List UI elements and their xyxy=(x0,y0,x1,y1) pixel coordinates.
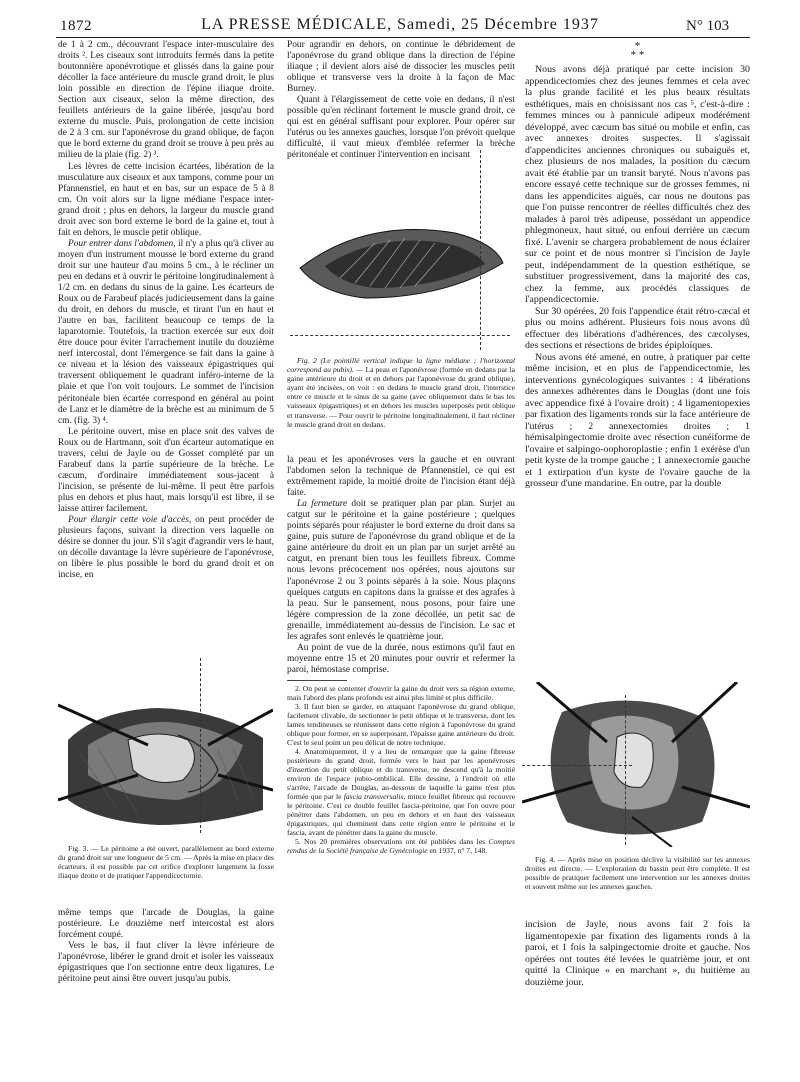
paragraph: incision de Jayle, nous avons fait 2 fois la ligamentopexie par fixation des ligaments ronds à la paroi, et 1 fois la salpingectomie droite et gauche. Nos opérées ont toutes été levées le quatrième jour, et ont quitté la Clinique « en marchant », du huitième au douzième jour. xyxy=(525,919,750,988)
paragraph xyxy=(287,499,515,643)
paragraph xyxy=(58,515,274,581)
paragraph: Nous avons été amené, en outre, à pratiquer par cette même incision, et en plus de l'appendicectomie, les interventions gynécologiques suivantes : 4 libérations des annexes adhérentes dans le Douglas (dont une fois avec appendice fixé à l'ovaire droit) ; 4 ligamentopexies par fixation des ligaments ronds sur la face antérieure de l'utérus ; 2 annexectomies droites ; 1 hémisalpingectomie droite avec résection cunéiforme de l'ovaire et salpingo-oophoroplastie ; enfin 1 exérèse d'un petit kyste de la trompe gauche ; 1 annexectomie gauche et 1 extirpation d'un kyste de l'ovaire gauche de la grosseur d'une mandarine. En outre, par la double xyxy=(525,351,750,489)
paragraph: Vers le bas, il faut cliver la lèvre inférieure de l'aponévrose, libérer le grand droit et isoler les vaisseaux épigastriques que l'on sectionne entre deux ligatures. Le péritoine peut ainsi être ouvert jusqu'au pubis. xyxy=(58,941,274,985)
median-dotted-line xyxy=(200,658,201,833)
figure-4-caption xyxy=(525,855,750,891)
paragraph: même temps que l'arcade de Douglas, la gaine postérieure. Le douzième nerf intercostal est alors forcément coupé. xyxy=(58,908,274,941)
journal-title: LA PRESSE MÉDICALE, Samedi, 25 Décembre 1937 xyxy=(201,16,599,33)
column-1-continued xyxy=(58,908,274,985)
footnote: 3. Il faut bien se garder, en attaquant l'aponévrose du grand oblique, facilement clivable, de sectionner le petit oblique et le transverse, dont les lames tendineuses se réunissent dans cette région à l'aponévrose du grand oblique pour former, en se superposant, l'épaisse gaine antérieure du droit. C'est le seul point un peu délicat de notre technique. xyxy=(287,701,515,747)
footnote xyxy=(287,747,515,837)
paragraph-text: doit se pratiquer plan par plan. Surjet au catgut sur le péritoine et la gaine postérieure ; quelques points séparés pour réajuster le bord externe du droit dans sa gaine, puis suture de l'aponévrose du grand oblique et de la gaine antérieure du droit en un plan par un surjet arrêté au catgut, en prenant bien tous les feuillets fibreux. Comme nous levons précocement nos opérées, nous ajoutons sur l'aponévrose 2 ou 3 points séparés à la soie. Nous plaçons quelques catguts en capitons dans la graisse et des agrafes à la peau. Sur le pansement, nous posons, pour faire une légère compression de la zone décollée, un petit sac de grenaille, immédiatement au-dessus de l'incision. Le sac et les agrafes sont enlevés le quatrième jour. xyxy=(287,499,515,642)
column-2-continued xyxy=(287,455,515,855)
emphasis: Pour élargir cette voie d'accès, xyxy=(68,515,192,526)
figure-3-illustration xyxy=(58,650,273,835)
paragraph-text: on peut procéder de plusieurs façons, suivant la direction vers laquelle on désire se donner du jour. S'il s'agit d'agrandir vers le haut, on décolle davantage la lèvre supérieure de l'aponévrose, on libère le plus possible le bord du grand droit et on incise, en xyxy=(58,515,275,581)
footnote xyxy=(287,837,515,855)
section-stars xyxy=(525,42,750,60)
pubis-dotted-line xyxy=(290,335,510,336)
page-year: 1872 xyxy=(60,18,92,34)
paragraph: la peau et les aponévroses vers la gauche et en ouvrant l'abdomen selon la technique de Pfannenstiel, ce qui est extrêmement rapide, la moitié droite de l'incision étant déjà faite. xyxy=(287,455,515,499)
column-3 xyxy=(525,40,750,490)
footnote-text: en 1937, n° 7, 148. xyxy=(427,845,488,855)
footnote-text: 4. Anatomiquement, il y a lieu de remarquer que la gaine fibreuse postérieure du grand droit, formée vers le haut par les aponévroses d'insertion du petit oblique et du transverse, ne descend qu'à la moitié environ de l'espace pubio-ombilical. Elle dessine, à l'endroit où elle s'arrête, l'arcade de Douglas, au-dessous de laquelle la gaine n'est plus formée que par le xyxy=(287,746,515,801)
column-1 xyxy=(58,40,274,581)
caption-text: Fig. 4. — Après mise en position déclive la visibilité sur les annexes droites est directe. — L'exploration du bassin peut être complète. Il est possible de pratiquer facilement une intervention sur les annexes droites et souvent même sur les annexes gauches. xyxy=(525,855,750,892)
star-top: * xyxy=(634,40,641,52)
column-2 xyxy=(287,40,515,162)
paragraph: Le péritoine ouvert, mise en place soit des valves de Roux ou de Hartmann, soit d'un écarteur automatique en travers, celui de Jayle ou de Gosset complété par un Farabeuf dans la partie supérieure de la brèche. Le cæcum, d'ordinaire immédiatement sous-jacent à l'incision, se présente de lui-même. Il peut être parfois plus en dehors et plus haut, mais lorsqu'il est libre, il se laisse attirer facilement. xyxy=(58,426,274,514)
paragraph-text: il n'y a plus qu'à cliver au moyen d'un instrument mousse le bord externe du grand droit sur une hauteur d'au moins 5 cm., à le récliner un peu en dedans et à ouvrir le péritoine longitudinalement à 1/2 cm. en dedans du sinus de la gaine. Les écarteurs de Roux ou de Farabeuf placés judicieusement dans la gaine du droit, en dehors du muscle, et tirant l'un en haut et l'autre en bas, facilitent beaucoup ce temps de la laparotomie. Toutefois, la traction exercée sur eux doit être douce pour éviter l'arrachement inutile du douzième nerf intercostal, dont l'émergence se fait dans la gaine à ce niveau et la lésion des vaisseaux épigastriques qui traversent obliquement le quadrant inféro-interne de la plaie et que l'on voit toujours. Le sommet de l'incision péritonéale bien écartée correspond en général au point de Lanz et le diamètre de la brèche est au minimum de 5 cm. (fig. 3) ⁴. xyxy=(58,238,274,426)
paragraph: Au point de vue de la durée, nous estimons qu'il faut en moyenne entre 15 et 20 minutes pour ouvrir et refermer la paroi, hémostase comprise. xyxy=(287,642,515,675)
median-dotted-line xyxy=(480,150,481,350)
figure-2-caption xyxy=(287,356,515,429)
paragraph: Sur 30 opérées, 20 fois l'appendice était rétro-cæcal et plus ou moins adhérent. Plusieurs fois nous avons dû effectuer des libérations d'adhérences, des cæcolyses, des sections et résections de brides épiploïques. xyxy=(525,305,750,351)
footnote-emphasis: fascia transversalis xyxy=(343,791,404,801)
column-3-continued xyxy=(525,919,750,988)
paragraph: Les lèvres de cette incision écartées, libération de la musculature aux ciseaux et aux tampons, comme pour un Pfannenstiel, en haut et en bas, sur un espace de 5 à 8 cm. On voit alors sur la ligne médiane l'espace inter-grand droit ; plus en dehors, la largeur du muscle grand droit avec son bord externe le bord de la gaine et, tout à fait en dehors, le muscle petit oblique. xyxy=(58,161,274,238)
caption-text: — La peau et l'aponévrose (formée en dedans par la gaine antérieure du droit et en dehors par l'aponévrose du grand oblique), ayant été incisées, on voit : en dedans le muscle grand droit, l'interstice entre ce muscle et le sinus de sa gaine (avec obliquement dans le bas les vaisseaux épigastriques) et en dehors les muscles superposés petit oblique et transverse. — Pour ouvrir le péritoine longitudinalement, il faut récliner le muscle grand droit en dedans. xyxy=(287,365,516,429)
emphasis: La fermeture xyxy=(297,499,348,510)
star-bottom: * * xyxy=(630,49,645,61)
header-rule xyxy=(56,37,750,38)
caption-text: Fig. 3. — Le péritoine a été ouvert, parallèlement au bord externe du grand droit sur une longueur de 5 cm. — Après la mise en place des écarteurs, il est possible par cet orifice d'explorer largement la fosse iliaque droite et de pratiquer l'appendicectomie. xyxy=(58,844,274,881)
emphasis: Pour entrer dans l'abdomen, xyxy=(68,238,176,249)
footnote-separator xyxy=(287,680,347,681)
figure-2-illustration xyxy=(295,188,505,353)
paragraph: Pour agrandir en dehors, on continue le débridement de l'aponévrose du grand oblique dans la direction de l'épine iliaque ; il devient alors aisé de dissocier les muscles petit oblique et transverse vers la droite à la façon de Mac Burney. xyxy=(287,40,515,95)
caption-emphasis: Fig. 2 (Le pointillé vertical indique la ligne médiane ; l'horizontal correspond au pubis). xyxy=(287,356,515,375)
pubis-dotted-line xyxy=(522,765,632,766)
paragraph: Nous avons déjà pratiqué par cette incision 30 appendicectomies chez des jeunes femmes et cela avec la plus grande facilité et les plus beaux résultats esthétiques, mais en choisissant nos cas ⁵, c'est-à-dire : femmes minces ou à pannicule adipeux modérément développé, avec cæcum bas situé ou mobile et enfin, cas avec annexes droites suspectes. Il s'agissait d'appendicites anciennes chroniques ou subaiguës et, chez plusieurs de nos malades, la position du cæcum avait été établie par un transit baryté. Nous n'avons pas encore essayé cette technique sur de grosses femmes, ni dans les appendicites aiguës, car nous ne doutons pas que l'on puisse rencontrer de réelles difficultés chez des malades à paroi très adipeuse, possédant un appendice phlegmoneux, haut situé, ou enfoui derrière un cæcum fixé. L'avenir se chargera probablement de nous éclairer sur ce point et de nous montrer si l'incision de Jayle peut, indépendamment de la question esthétique, se substituer progressivement, dans la majorité des cas, chez la femme, aux procédés classiques de l'appendicectomie. xyxy=(525,64,750,305)
paragraph xyxy=(58,239,274,427)
footnote-text: 5. Nos 20 premières observations ont été publiées dans les xyxy=(295,836,489,846)
median-dotted-line xyxy=(625,695,626,845)
footnotes xyxy=(287,684,515,855)
footnote: 2. On peut se contenter d'ouvrir la gaine du droit vers sa région externe, mais l'abord des plans profonds est ainsi plus limité et plus difficile. xyxy=(287,683,515,702)
issue-number: N° 103 xyxy=(686,18,730,34)
footnote-emphasis: Comptes rendus de la Société française de Gynécologie xyxy=(287,836,515,855)
footnote-text: , mince feuillet fibreux qui recouvre le péritoine. C'est ce double feuillet fascia-péritoine, que l'on ouvre pour pénétrer dans l'abdomen, un peu en dehors et en haut des vaisseaux épigastriques, qui cheminent dans cette région entre le péritoine et le fascia, avant de pénétrer dans la gaine du muscle. xyxy=(287,791,515,837)
figure-3-caption xyxy=(58,844,274,880)
page-header xyxy=(0,16,800,38)
paragraph: Quant à l'élargissement de cette voie en dedans, il n'est possible qu'en réclinant fortement le muscle grand droit, ce qui est en général suffisant pour explorer. Pour opérer sur l'utérus ou les annexes gauches, lorsque l'on prévoit quelque difficulté, il vaut mieux d'emblée refermer la brèche péritonéale et continuer l'intervention en incisant xyxy=(287,95,515,161)
paragraph: de 1 à 2 cm., découvrant l'espace inter-musculaire des droits ². Les ciseaux sont introduits fermés dans la petite boutonnière aponévrotique et glissés dans la gaine pour décoller la face antérieure du muscle grand droit, le plus loin possible en direction de l'épine iliaque droite. Section aux ciseaux, selon la même direction, des feuillets antérieurs de la gaine libérée, jusqu'au bord externe du muscle. Puis, prolongation de cette incision de 2 à 3 cm. sur l'aponévrose du grand oblique, de façon que le bord externe du grand droit se trouve à peu près au milieu de la plaie (fig. 2) ³. xyxy=(58,40,274,161)
